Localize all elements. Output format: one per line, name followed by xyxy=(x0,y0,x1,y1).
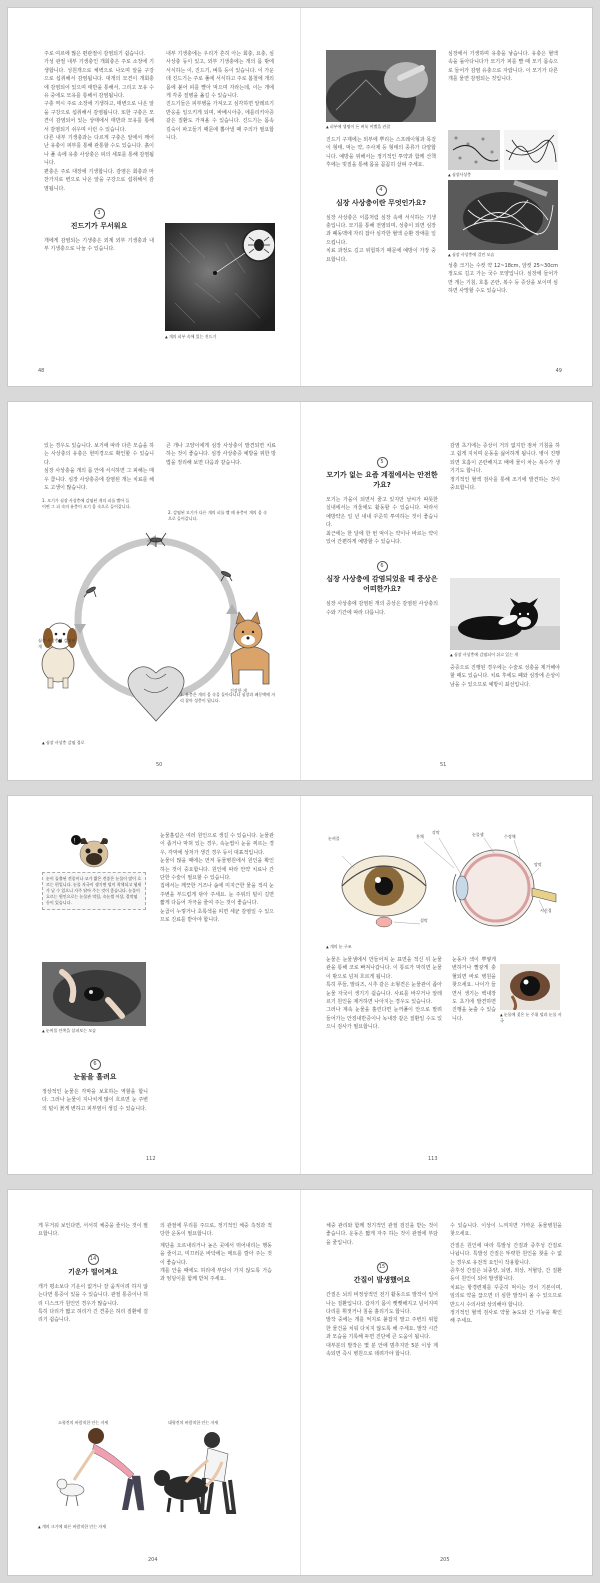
column-2 xyxy=(450,1222,562,1329)
healthy-dog-illustration xyxy=(231,612,269,684)
diagram-label: 시신경 xyxy=(540,908,552,913)
section-heading xyxy=(44,199,154,231)
page-50 xyxy=(8,402,300,780)
svg-text:!: ! xyxy=(73,837,76,845)
pug-photo xyxy=(70,832,114,870)
section-heading xyxy=(326,1253,438,1285)
page-number: 48 xyxy=(38,368,45,374)
page-number: 51 xyxy=(440,762,447,768)
section-heading xyxy=(326,176,436,208)
cycle-note-2: 2. 감염된 모기가 다른 개의 피를 빨 때 유충이 개의 몸 속으로 들어갑니다. xyxy=(168,510,267,521)
body-text: 눈물흘림은 여러 원인으로 생길 수 있습니다. 눈물관이 좁거나 막혀 있는 경우, 속눈썹이 눈을 찌르는 경우, 각막에 상처가 생긴 경우 등이 대표적입니다. 눈물이 많을 때에는 먼저 동물병원에서 원인을 확인하는 것이 중요합니다. 원인에 따라 안약 치료나 간단한 수술이 필요할 수 있습니다. 집에서는 깨끗한 거즈나 솜에 미지근한 물을 적셔 눈 주변을 부드럽게 닦아 주세요. 눈 주위의 털이 길면 짧게 다듬어 자극을 줄여 주는 것이 좋습니다. 눈곱이 누렇거나 초록색을 띠면 세균 감염일 수 있으므로 진료를 받아야 합니다. xyxy=(160,833,274,924)
section-number: 15 xyxy=(377,1262,388,1273)
body-text: 눈물은 눈물샘에서 만들어져 눈 표면을 적신 뒤 눈물관을 통해 코로 빠져나갑니다. 이 통로가 막히면 눈물이 밖으로 넘쳐 흐르게 됩니다. 특히 푸들, 말티즈, 시추 같은 소형견은 눈물관이 좁아 눈물 자국이 생기기 쉽습니다. 사료를 바꾸거나 알레르기 원인을 제거하면 나아지는 경우도 있습니다. 그러나 계속 눈물을 흘린다면 눈꺼풀이 안으로 말려 들어가는 안검내반증이나 녹내장 같은 질환일 수도 있으니 검사가 필요합니다. xyxy=(326,957,442,1031)
diagram-label: 각막 xyxy=(432,830,440,835)
diagram-caption: ▲ 개의 눈 구조 xyxy=(326,944,446,950)
page-number: 112 xyxy=(146,1156,156,1162)
diagram-label: 홍채 xyxy=(416,834,424,839)
body-text: 심장 사상충은 이름처럼 심장 속에 서식하는 기생충입니다. 모기를 통해 전염되며, 성충이 되면 심장과 폐동맥에 자리 잡아 심각한 혈액 순환 장애를 일으킵니다. 치료 과정도 길고 위험하기 때문에 예방이 가장 중요합니다. xyxy=(326,214,436,263)
section-title: 간질이 발생했어요 xyxy=(353,1276,411,1285)
body-text: 체중 관리와 함께 정기적인 관절 검진을 받는 것이 좋습니다. 운동은 짧게 자주 하는 것이 관절에 부담을 줄입니다. xyxy=(326,1223,438,1246)
section-title: 심장 사상충이란 무엇인가요? xyxy=(335,198,427,207)
section-number: 4 xyxy=(376,185,387,196)
body-text: 중증으로 진행된 경우에는 수술로 성충을 제거해야 할 때도 있습니다. 치료 후에도 폐와 심장에 손상이 남을 수 있으므로 예방이 최선입니다. xyxy=(450,665,560,688)
column-2 xyxy=(452,956,496,1026)
tick-removal-photo xyxy=(326,50,436,122)
body-text: 큰 개나 고양이에게 심장 사상충이 발견되면 치료하는 것이 좋습니다. 심장 사상충증 예방을 위한 방법을 정리해 보면 다음과 같습니다. xyxy=(166,443,276,466)
section-title: 모기가 없는 요즘 계절에서는 안전한가요? xyxy=(326,471,438,489)
infected-dog-illustration xyxy=(42,623,77,688)
section-number: 6 xyxy=(90,1059,101,1070)
teary-eye-photo xyxy=(500,964,560,1010)
photo-caption: ▲ 피부에 생명이 든 벼룩 이빨을 관찰 xyxy=(326,124,436,130)
column-1 xyxy=(326,1222,438,1361)
body-text: 있는 경우도 있습니다. 보기에 따라 다른 모습을 하는 사상충의 유충은 현미경으로 확인할 수 있습니다. 심장 사상충을 개의 몸 안에 서식하면 그 피해는 매우 큽니다. 심장 사상충증에 감염된 개는 치료를 해도 고생이 많습니다. xyxy=(44,443,154,492)
body-text: 게 무거워 보인다면, 서서히 체중을 줄이는 것이 필요합니다. xyxy=(38,1223,148,1238)
resting-dog-photo xyxy=(450,578,560,650)
section-title: 눈물을 흘려요 xyxy=(73,1073,117,1081)
body-text: 간질은 뇌의 비정상적인 전기 활동으로 발작이 일어나는 질환입니다. 갑자기 몸이 뻣뻣해지고 넘어지며 다리를 휘젓거나 침을 흘리기도 합니다. 발작 중에는 개를 억지로 붙잡지 말고 주변의 위험한 물건을 치워 다치지 않도록 해 주세요. 발작 시간과 모습을 기록해 두면 진단에 큰 도움이 됩니다. 대부분의 발작은 몇 분 안에 멈추지만 5분 이상 계속되면 즉시 병원으로 데려가야 합니다. xyxy=(326,1292,438,1358)
body-text: 의 관절에 무리를 주므로, 정기적인 체중 측정과 적당한 운동이 필요합니다. xyxy=(160,1223,272,1238)
spread-pages-48-49 xyxy=(8,8,592,386)
column-2-bottom xyxy=(448,262,558,299)
page-49 xyxy=(300,8,592,386)
photo-caption: ▲ 심장 사상충에 감염되어 쉬고 있는 개 xyxy=(450,652,560,658)
body-text: 수 있습니다. 이상이 느껴지면 가까운 동물병원을 찾으세요. xyxy=(450,1223,562,1238)
page-number: 204 xyxy=(148,1557,158,1563)
body-text: 성충 크기는 수컷 약 12~18cm, 암컷 25~30cm 정도로 길고 가는 국수 모양입니다. 심장에 들어가면 개는 기침, 호흡 곤란, 복수 등 증상을 보이며 심하면 사망할 수도 있습니다. xyxy=(448,263,558,295)
section-title: 진드기가 무서워요 xyxy=(70,221,128,230)
tick-on-dog-photo xyxy=(165,223,275,331)
column-2-top xyxy=(448,50,558,87)
body-text: 눈동자 색이 뿌옇게 변하거나 빨갛게 충혈되면 바로 병원을 찾으세요. 나이가 들면서 생기는 백내장도 초기에 발견하면 진행을 늦출 수 있습니다. xyxy=(452,957,496,1022)
section-number: 5 xyxy=(377,457,388,468)
eye-check-photo xyxy=(42,962,146,1026)
page-number: 205 xyxy=(440,1557,450,1563)
column-2 xyxy=(450,442,560,495)
column-1 xyxy=(44,50,154,257)
column-2 xyxy=(166,50,274,145)
section-heading xyxy=(326,552,438,594)
column-2 xyxy=(160,1222,272,1287)
label-healthy-dog: 건강한 개 xyxy=(230,688,247,693)
body-text: 간질은 원인에 따라 특발성 간질과 증후성 간질로 나뉩니다. 특발성 간질은 뚜렷한 원인을 찾을 수 없는 경우로 유전적 요인이 작용합니다. 증후성 간질은 뇌종양, 뇌염, 외상, 저혈당, 간 질환 등이 원인이 되어 발생합니다. 치료는 항경련제를 꾸준히 먹이는 것이 기본이며, 임의로 약을 끊으면 더 심한 발작이 올 수 있으므로 반드시 수의사와 상의해야 합니다. 정기적인 혈액 검사로 약물 농도와 간 기능을 확인해 주세요. xyxy=(450,1242,562,1325)
column-2 xyxy=(160,832,274,927)
cycle-note-1: 1. 모기가 심장 사상충에 감염된 개의 피를 빨아 들이면 그 피 속의 유충이 모기 몸 속으로 들어갑니다. xyxy=(42,498,131,509)
body-text: 주로 여르에 많은 편관절이 감염되기 쉽습니다. 가성 관절 내부 기생충인 개회충은 주로 소장에 기생합니다. 성원개으로 체벽으로 나오며 알을 구강으로 섭취해서 감염됩니다. 대개의 모견이 개회충에 감염되어 있으며 태반을 통해서, 그리고 모유 수유 중에도 모유를 통해서 감염됩니다. 구충 역시 주로 소장에 기생하고, 태변으로 나온 알을 구강으로 섭취해서 감염됩니다. 또한 구충은 모견이 감염되어 있는 상태에서 태반과 모유를 통해서 감염되기 쉬우며 이런 수 있습니다. 다른 내부 기생충과는 다르게 구충은 알에서 깨어난 유충이 피부를 통해 관통할 수도 있습니다. 흙이나 풀 속에 유충 사상충은 피의 세포를 통해 감염됩니다. 편충은 주로 대장에 기생합니다. 감염은 회충과 마찬가지로 변으로 나온 알을 구강으로 섭취해서 감염됩니다. xyxy=(44,51,154,192)
page-number: 113 xyxy=(428,1156,438,1162)
cycle-note-3: 3. 유충은 개의 몸 속을 돌아다니다 심장과 폐동맥에 자리 잡아 성충이 됩니다. xyxy=(180,692,276,703)
page-number: 50 xyxy=(156,762,163,768)
diagram-caption: ▲ 심장 사상충 감염 경로 xyxy=(42,740,162,746)
photo-caption: ▲ 눈꺼풀 안쪽을 살펴보는 모습 xyxy=(42,1028,146,1034)
heartworm-micro-photo-2 xyxy=(504,130,558,170)
column-1 xyxy=(326,136,436,267)
spread-pages-204-205 xyxy=(8,1190,592,1575)
photo-caption: ▲ 개의 피부 속에 있는 진드기 xyxy=(165,334,275,340)
section-number: 6 xyxy=(377,561,388,572)
page-112 xyxy=(8,796,300,1174)
column-2-bottom xyxy=(450,664,560,692)
column-1 xyxy=(38,1222,148,1328)
body-text: 모기는 가을이 되면서 줄고 있지만 날씨가 따뜻한 실내에서는 겨울에도 활동할 수 있습니다. 따라서 예방약은 일 년 내내 꾸준히 투여하는 것이 좋습니다. 최근에는 한 달에 한 번 먹이는 약이나 바르는 약이 있어 간편하게 예방할 수 있습니다. xyxy=(326,497,438,546)
body-text: 계단을 오르내리거나 높은 곳에서 뛰어내리는 행동을 줄이고, 미끄러운 바닥에는 매트를 깔아 주는 것이 좋습니다. 개를 안을 때에도 허리에 부담이 가지 않도록 가슴과 엉덩이를 함께 받쳐 주세요. xyxy=(160,1242,272,1283)
heartworm-micro-photo-1 xyxy=(448,130,500,170)
diagram-label: 눈꺼풀 xyxy=(328,836,340,841)
diagram-label: 수정체 xyxy=(504,834,516,839)
tip-box: 눈이 돌출된 견종이나 코가 짧은 견종은 눈물이 많이 흐르는 편입니다. 눈물 자국이 생기면 털이 착색되고 냄새가 날 수 있으니 자주 닦아 주는 것이 좋습니다. 눈물이 흐르는 원인으로는 눈물관 막힘, 속눈썹 이상, 결막염 등이 있습니다. xyxy=(42,872,146,910)
page-number: 49 xyxy=(555,368,562,374)
section-heading xyxy=(42,1050,148,1082)
figure-label-right: 대형견의 바람직한 안는 자세 xyxy=(168,1420,219,1425)
eye-anatomy-diagram xyxy=(324,828,560,942)
figure-caption: ▲ 개의 크기에 따른 바람직한 안는 자세 xyxy=(38,1524,198,1530)
section-title: 심장 사상충에 감염되었을 때 증상은 어떠한가요? xyxy=(326,575,438,594)
holding-posture-illustration xyxy=(36,1416,274,1524)
section-title: 기운가 떨어져요 xyxy=(68,1267,118,1276)
column-1 xyxy=(326,956,442,1035)
body-text: 심장 사상충에 감염된 개의 증상은 감염된 사상충의 수와 기간에 따라 다릅니다. xyxy=(326,601,438,616)
photo-caption: ▲ 심장사상충 xyxy=(448,172,508,178)
spread-pages-50-51 xyxy=(8,402,592,780)
body-text: 내부 기생충에는 우리가 흔히 아는 회충, 요충, 심사상충 등이 있고, 외부 기생충에는 개의 몸 밖에 서식하는 이, 진드기, 벼룩 등이 있습니다. 이 가운데 진드기는 주로 풀에 서식하고 주로 봄철에 개의 몸에 붙어 피를 빨아 먹으며 자라는데, 이는 개에게 각종 질병을 옮길 수 있습니다. 진드기들은 피부병을 가져오고 심각하면 알레르기 반응을 일으키게 되며, 바베시아증, 에를리키아증 같은 질환도 가져올 수 있습니다. 진드기는 몸속 깊숙이 파고들기 때문에 뽑아낼 때 주의가 필요합니다. xyxy=(166,51,274,142)
diagram-label: 눈물샘 xyxy=(472,832,484,837)
diagram-label: 망막 xyxy=(534,862,542,867)
section-heading xyxy=(326,448,438,490)
body-text: 감염 초기에는 증상이 거의 없지만 점차 기침을 하고 쉽게 지치며 운동을 싫어하게 됩니다. 병이 진행되면 호흡이 곤란해지고 배에 물이 차는 복수가 생기기도 합니다. 정기적인 혈액 검사를 통해 조기에 발견하는 것이 중요합니다. xyxy=(450,443,560,492)
column-1 xyxy=(44,442,154,495)
section-number: 14 xyxy=(88,1254,99,1265)
diagram-label: 결막 xyxy=(420,918,428,923)
column-1 xyxy=(326,442,438,620)
section-number: 3 xyxy=(94,208,105,219)
page-113 xyxy=(300,796,592,1174)
body-text: 진드기 구제에는 외부에 뿌리는 스프레이형과 목걸이 형태, 먹는 약, 주사제 등 형태의 종류가 다양합니다. 예방을 위해서는 정기적인 투약과 함께 산책 후에는 빗질을 통해 몸을 꼼꼼히 살펴 주세요. xyxy=(326,137,436,169)
section-heading xyxy=(38,1245,148,1277)
photo-caption: ▲ 눈물에 젖은 눈 주위 털과 눈물 자국 xyxy=(500,1012,562,1024)
page-51 xyxy=(300,402,592,780)
body-text: 심장에서 기생하며 유충을 낳습니다. 유충은 혈액 속을 돌아다니다가 모기가 피를 빨 때 모기 몸속으로 들어가 감염 유충으로 자랍니다. 이 모기가 다른 개를 물면 감염되는 것입니다. xyxy=(448,51,558,83)
spread-pages-112-113 xyxy=(8,796,592,1174)
heartworm-heart-photo xyxy=(448,180,558,250)
body-text: 정상적인 눈물은 각막을 보호하는 역할을 합니다. 그러나 눈물이 지나치게 많이 흐르면 눈 주변의 털이 붉게 변하고 피부염이 생길 수 있습니다. xyxy=(42,1089,148,1112)
page-48 xyxy=(8,8,300,386)
page-204 xyxy=(8,1190,300,1575)
figure-label-left: 소형견의 바람직한 안는 자세 xyxy=(58,1420,109,1425)
column-1 xyxy=(42,1044,148,1116)
label-infected-dog: 심장 사상충에 감염된 개 xyxy=(38,638,76,649)
heart-illustration xyxy=(128,667,184,721)
page-205 xyxy=(300,1190,592,1575)
body-text: 개가 평소보다 기운이 없거나 잘 움직이려 하지 않는다면 통증이 있을 수 있습니다. 관절 통증이나 허리 디스크가 원인인 경우가 많습니다. 특히 다리가 짧고 허리가 긴 견종은 허리 질환에 걸리기 쉽습니다. xyxy=(38,1283,148,1324)
body-text: 개에게 감염되는 기생충은 외계 외부 기생충과 내부 기생충으로 나눌 수 있습니다. xyxy=(44,237,154,253)
column-2 xyxy=(166,442,276,470)
photo-caption: ▲ 심장 사상충에 걸린 모습 xyxy=(448,252,558,258)
